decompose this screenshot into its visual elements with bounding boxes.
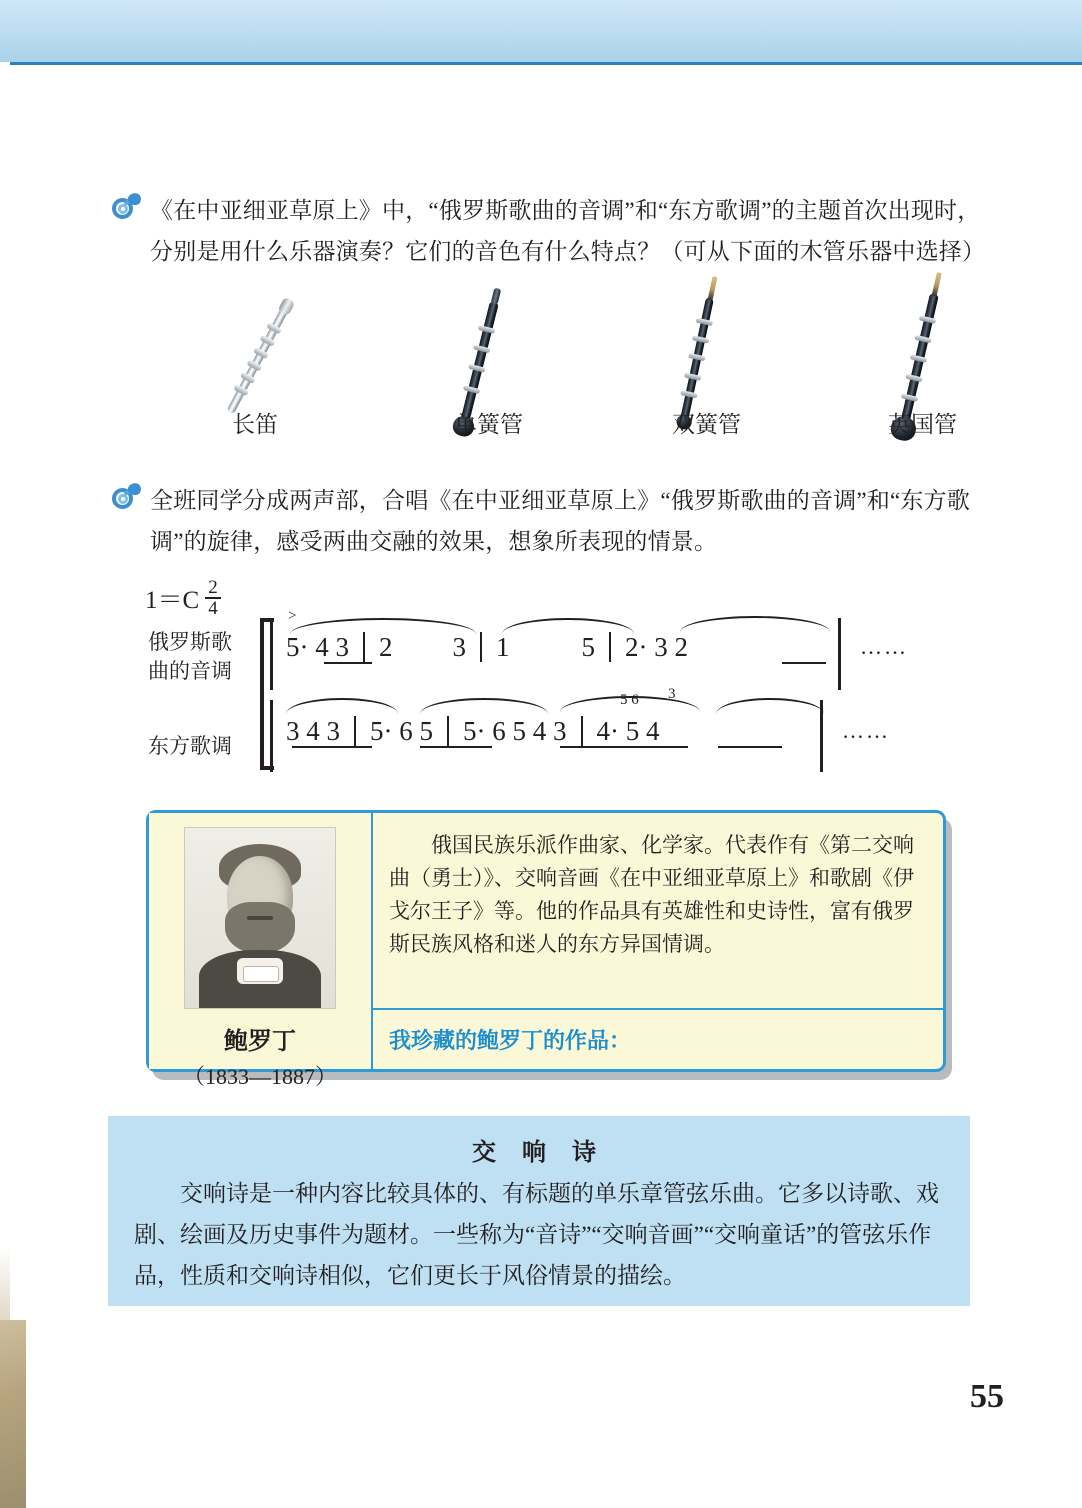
barline-left-1 (270, 618, 273, 690)
instrument-label-clarinet: 单簧管 (454, 412, 523, 437)
instrument-gallery (120, 288, 1000, 448)
page-number: 55 (970, 1378, 1004, 1415)
composer-years: （1833—1887） (182, 1064, 337, 1089)
beam-5 (560, 746, 688, 748)
flute-icon (226, 298, 293, 415)
infobox-title: 交 响 诗 (472, 1140, 606, 1166)
composer-name: 鲍罗丁 (224, 1029, 296, 1055)
composer-portrait-panel (149, 813, 373, 1089)
measure-3: 3 (452, 632, 466, 662)
beam-6 (718, 746, 782, 748)
page-corner-photo (0, 1320, 26, 1508)
part-2-ellipsis: …… (842, 718, 890, 743)
barline-right-2 (820, 700, 823, 772)
barline-left-2 (270, 700, 273, 772)
part-2-notes (286, 716, 660, 747)
key-label: 1＝C (145, 587, 200, 614)
part-2-label: 东方歌调 (148, 734, 232, 758)
slur-5 (420, 698, 548, 714)
measure-9: 5· 6 5 4 3 (463, 716, 567, 746)
part-1-notes (286, 632, 688, 663)
infobox-text: 交响诗是一种内容比较具体的、有标题的单乐章管弦乐曲。它多以诗歌、戏剧、绘画及历史事件为题材。一些称为“音诗”“交响音画”“交响童话”的管弦乐作品，性质和交响诗相似，它们更长于风俗情景的描绘。 (134, 1181, 939, 1288)
beam-2 (782, 662, 826, 664)
measure-1: 5· 4 3 (286, 632, 349, 662)
composer-collection-label: 我珍藏的鲍罗丁的作品： (389, 1028, 632, 1053)
composer-portrait (184, 827, 336, 1009)
page-header-band (0, 0, 1082, 62)
page-header-rule (0, 62, 1082, 65)
measure-7: 3 4 3 (286, 716, 340, 746)
grace-notes: 5 6 (620, 692, 639, 708)
beam-4 (420, 746, 492, 748)
measure-2: 2 (379, 632, 393, 662)
composer-bio: 俄国民族乐派作曲家、化学家。代表作有《第二交响曲（勇士）》、交响音画《在中亚细亚草原上》和歌剧《伊戈尔王子》等。他的作品具有英雄性和史诗性，富有俄罗斯民族风格和迷人的东方异国情调。 (373, 813, 943, 1010)
instrument-flute (160, 288, 340, 438)
instrument-oboe (600, 288, 780, 438)
question-1-text: 《在中亚细亚草原上》中，“俄罗斯歌曲的音调”和“东方歌调”的主题首次出现时，分别是用什么乐器演奏？它们的音色有什么特点？（可从下面的木管乐器中选择） (150, 198, 986, 264)
barline-right-1 (838, 618, 841, 690)
french-horn-icon-2 (108, 482, 142, 512)
instrument-label-flute: 长笛 (232, 412, 278, 437)
measure-4: 1 (496, 632, 510, 662)
slur-3 (680, 616, 830, 632)
part-1-label-line1: 俄罗斯歌 (148, 630, 232, 654)
instrument-label-english-horn: 英国管 (888, 412, 957, 437)
measure-6: 2· 3 2 (625, 632, 688, 662)
slur-7 (716, 698, 824, 714)
accent-mark: > (288, 608, 297, 624)
oboe-icon (680, 297, 714, 420)
instrument-clarinet (380, 288, 560, 438)
beam-1 (324, 662, 372, 664)
measure-5: 5 (581, 632, 595, 662)
composer-info-panel (373, 813, 943, 1069)
page-left-edge (0, 62, 10, 1508)
composer-card (146, 810, 946, 1089)
instrument-label-oboe: 双簧管 (672, 412, 741, 437)
music-notation (120, 570, 980, 800)
symphonic-poem-infobox (108, 1116, 970, 1306)
triplet-mark: 3 (668, 686, 676, 702)
measure-8: 5· 6 5 (370, 716, 433, 746)
slur-4 (286, 698, 398, 714)
measure-10: 4· 5 4 (596, 716, 660, 746)
part-1-label-line2: 曲的音调 (148, 659, 232, 683)
instrument-english-horn (820, 288, 1000, 438)
question-2-text: 全班同学分成两声部，合唱《在中亚细亚草原上》“俄罗斯歌曲的音调”和“东方歌调”的旋律，感受两曲交融的效果，想象所表现的情景。 (150, 488, 971, 554)
french-horn-icon (108, 192, 142, 222)
key-signature (145, 578, 221, 618)
part-1-ellipsis: …… (860, 634, 908, 659)
beam-3 (292, 746, 372, 748)
time-signature: $\frac{2}{4}$ (205, 578, 221, 618)
